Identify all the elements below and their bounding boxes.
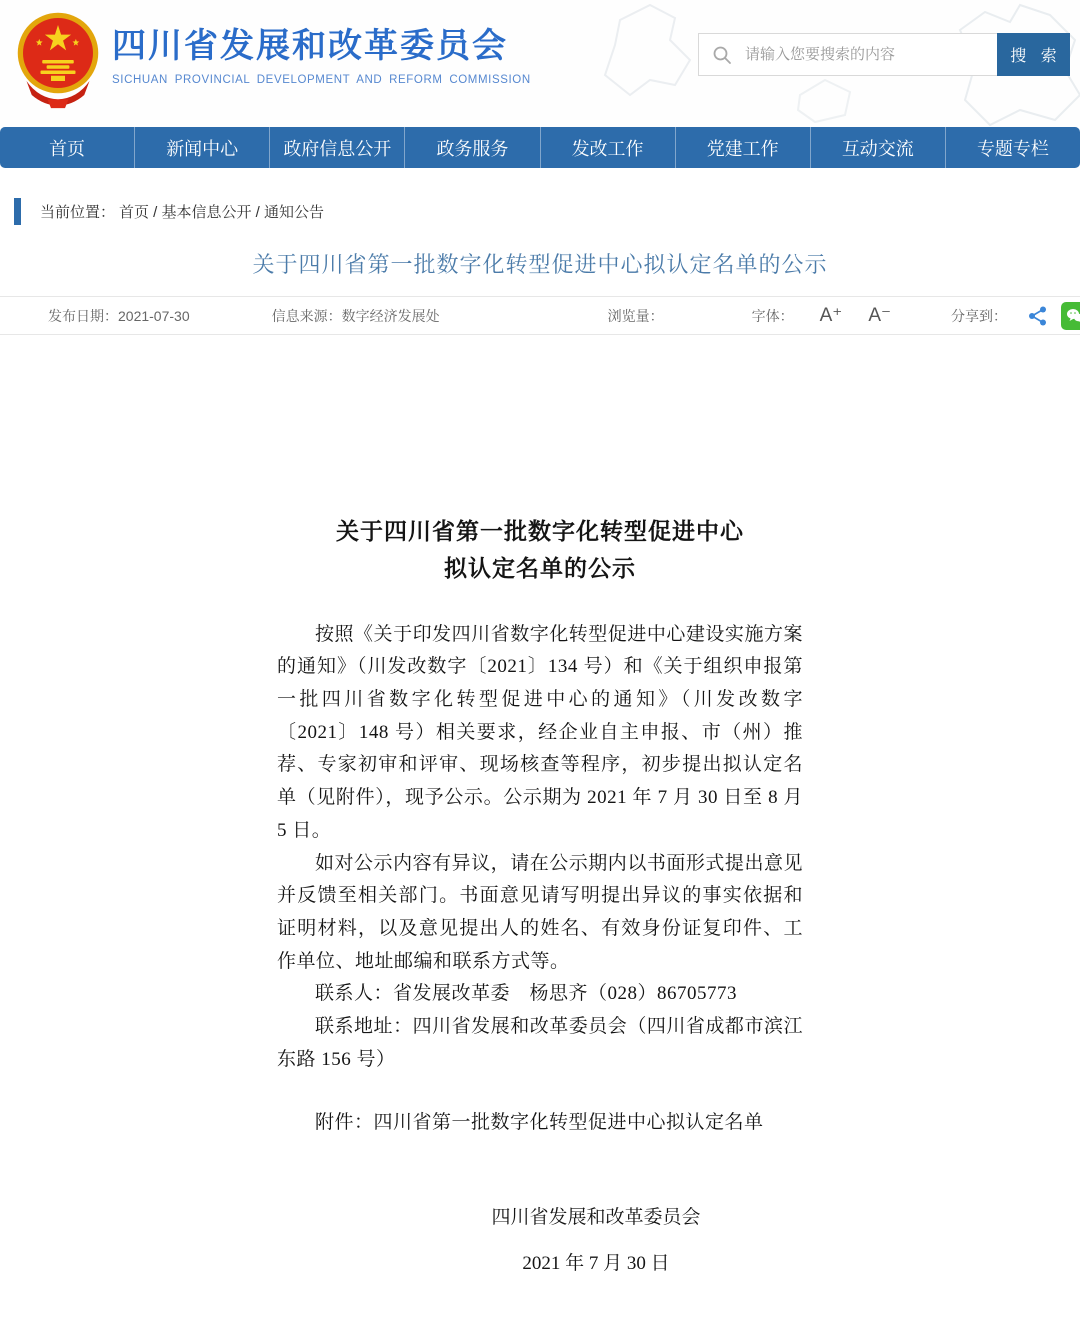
info-source <box>272 306 440 326</box>
font-increase-button[interactable]: A⁺ <box>819 305 843 326</box>
document-title-line2: 拟认定名单的公示 <box>444 555 636 581</box>
contact-person-line: 联系人：省发展改革委 杨思齐（028）86705773 <box>315 983 738 1005</box>
nav-item-news[interactable]: 新闻中心 <box>135 127 270 168</box>
nav-item-gov-info[interactable]: 政府信息公开 <box>270 127 405 168</box>
publish-date <box>48 306 190 326</box>
breadcrumb-label: 当前位置： <box>40 203 116 221</box>
attachment-line: 附件：四川省第一批数字化转型促进中心拟认定名单 <box>315 1112 764 1134</box>
page-title: 关于四川省第一批数字化转型促进中心拟认定名单的公示 <box>252 252 828 277</box>
font-decrease-button[interactable]: A⁻ <box>868 305 892 326</box>
article-meta-bar <box>0 296 1080 335</box>
info-source-value: 数字经济发展处 <box>341 307 440 324</box>
breadcrumb <box>0 197 1080 225</box>
search-icon <box>699 45 745 65</box>
search-button[interactable]: 搜 索 <box>997 33 1070 76</box>
breadcrumb-path[interactable]: 首页 / 基本信息公开 / 通知公告 <box>119 203 325 221</box>
share-label: 分享到： <box>951 307 1008 324</box>
paragraph: 如对公示内容有异议，请在公示期内以书面形式提出意见并反馈至相关部门。书面意见请写明提出异议的事实依据和证明材料，以及意见提出人的姓名、有效身份证复印件、工作单位、地址邮编和联系方式等。 <box>277 852 803 972</box>
info-source-label: 信息来源： <box>271 307 342 324</box>
page-bottom-padding <box>0 1280 1080 1328</box>
search-input[interactable] <box>745 34 997 75</box>
share-controls <box>951 302 1080 330</box>
national-emblem-logo <box>14 11 102 109</box>
publish-date-label: 发布日期： <box>48 307 118 324</box>
breadcrumb-marker <box>14 198 21 225</box>
document <box>277 514 803 1280</box>
site-header <box>0 0 1080 127</box>
contact-address-line: 联系地址：四川省发展和改革委员会（四川省成都市滨江东路 156 号） <box>277 1016 803 1070</box>
wechat-share-icon[interactable] <box>1061 302 1080 330</box>
nav-item-services[interactable]: 政务服务 <box>405 127 540 168</box>
site-titles <box>112 28 531 86</box>
nav-item-party-work[interactable]: 党建工作 <box>676 127 811 168</box>
share-more-icon[interactable] <box>1027 305 1049 327</box>
site-title: 四川省发展和改革委员会 <box>112 27 508 65</box>
signature-org: 四川省发展和改革委员会 <box>491 1207 701 1229</box>
view-count-label: 浏览量： <box>607 307 664 324</box>
signature-block <box>333 1202 859 1280</box>
document-title-line1: 关于四川省第一批数字化转型促进中心 <box>336 519 744 544</box>
site-subtitle: SICHUAN PROVINCIAL DEVELOPMENT AND REFORM COMMISSION <box>112 74 531 87</box>
nav-item-reform-work[interactable]: 发改工作 <box>541 127 676 168</box>
paragraph: 按照《关于印发四川省数字化转型促进中心建设实施方案的通知》（川发改数字〔2021〕134 号）和《关于组织申报第一批四川省数字化转型促进中心的通知》（川发改数字〔2021〕148 号）相关要求，经企业自主申报、市（州）推荐、专家初审和评审、现场核查等程序，初步提出拟认定名单（见附件），现予公示。公示期为 2021 年 7 月 30 日至 8 月 5 日。 <box>277 623 803 841</box>
nav-item-interaction[interactable]: 互动交流 <box>811 127 946 168</box>
document-body <box>277 619 803 1141</box>
search-box <box>698 33 1070 76</box>
view-count <box>608 306 664 326</box>
nav-item-special-topics[interactable]: 专题专栏 <box>976 138 1049 159</box>
signature-date: 2021 年 7 月 30 日 <box>522 1253 670 1275</box>
document-title <box>277 514 803 588</box>
main-nav <box>0 127 1080 168</box>
publish-date-value: 2021-07-30 <box>118 307 190 324</box>
font-size-controls <box>752 306 891 326</box>
nav-item-home[interactable]: 首页 <box>0 127 135 168</box>
font-size-label: 字体： <box>751 307 794 324</box>
